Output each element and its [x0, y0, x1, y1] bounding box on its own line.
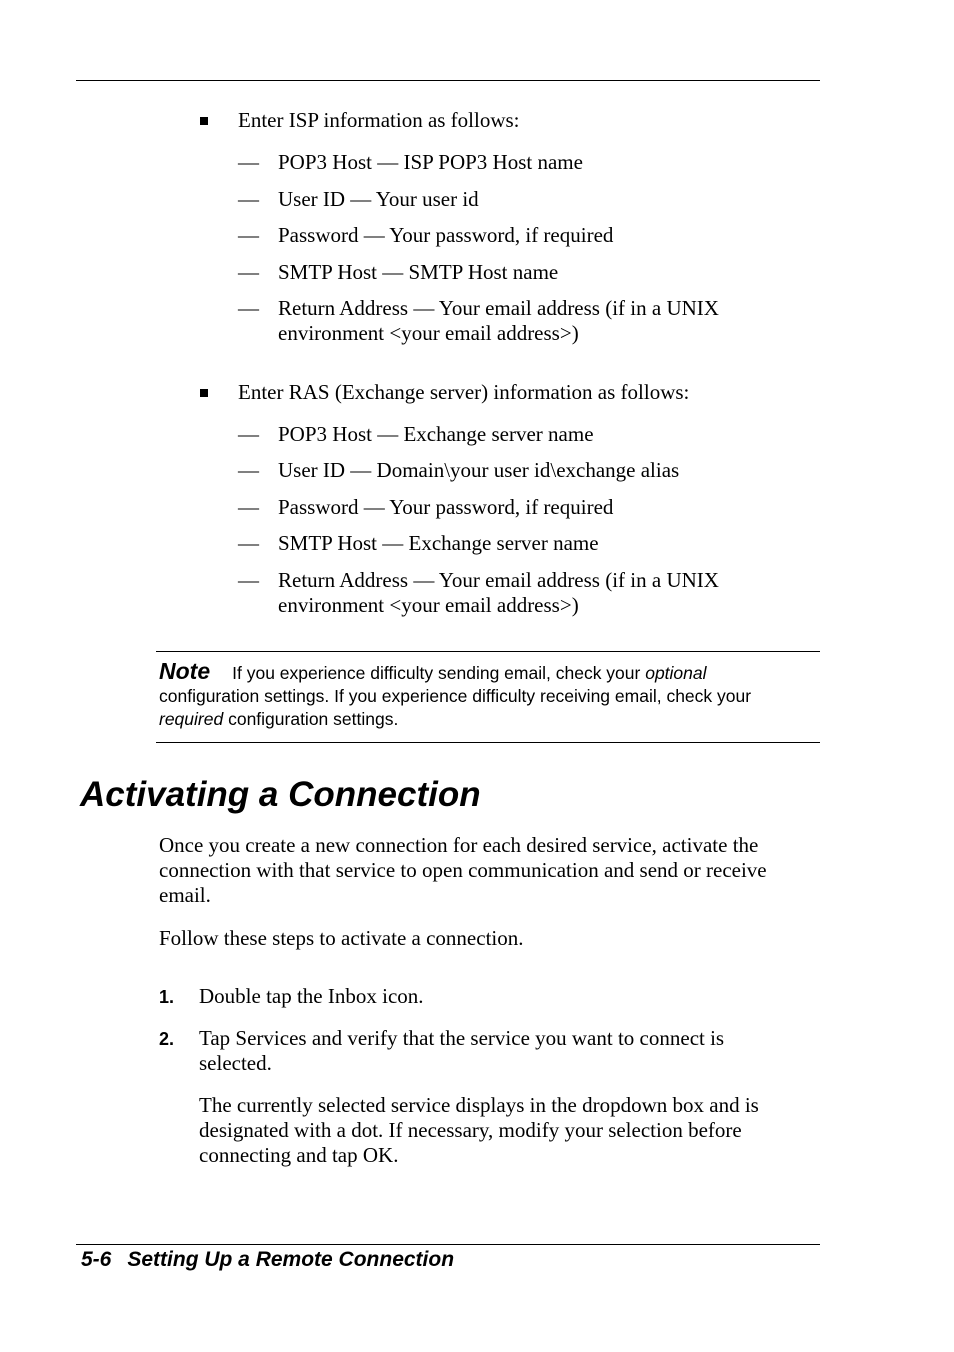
list-item-text: SMTP Host — SMTP Host name [278, 260, 559, 284]
list-item-text: User ID — Domain\your user id\exchange alias [278, 458, 680, 482]
em-dash-marker: — [238, 223, 259, 247]
note-text: configuration settings. If you experience difficulty receiving email, check your [159, 686, 752, 706]
note-top-rule [156, 651, 820, 652]
note-emphasis-optional: optional [645, 663, 707, 683]
em-dash-marker: — [238, 568, 259, 592]
square-bullet-icon [200, 117, 208, 125]
square-bullet-icon [200, 389, 208, 397]
ras-intro: Enter RAS (Exchange server) information as follows: [238, 380, 690, 404]
footer-rule [76, 1244, 820, 1245]
section-heading: Activating a Connection [80, 775, 481, 814]
em-dash-marker: — [238, 531, 259, 555]
step-text: Tap Services and verify that the service you want to connect is selected. [199, 1026, 725, 1075]
em-dash-marker: — [238, 296, 259, 320]
list-item-text: Return Address — Your email address (if in a UNIX environment <your email address>) [278, 568, 719, 617]
em-dash-marker: — [238, 422, 259, 446]
page-footer [81, 1247, 454, 1272]
isp-intro: Enter ISP information as follows: [238, 108, 520, 132]
step-text: Double tap the Inbox icon. [199, 984, 424, 1008]
note-text: If you experience difficulty sending email, check your [232, 663, 646, 683]
em-dash-marker: — [238, 495, 259, 519]
step-2-detail: The currently selected service displays in the dropdown box and is designated with a dot. If necessary, modify your selection before connecting and tap OK. [199, 1093, 759, 1167]
em-dash-marker: — [238, 150, 259, 174]
step-number: 1. [159, 987, 175, 1007]
note-label: Note [159, 658, 211, 684]
steps-lead-paragraph: Follow these steps to activate a connection. [159, 926, 524, 950]
em-dash-marker: — [238, 458, 259, 482]
note-bottom-rule [156, 742, 820, 743]
list-item-text: Return Address — Your email address (if in a UNIX environment <your email address>) [278, 296, 719, 345]
list-item-text: Password — Your password, if required [278, 495, 614, 519]
list-item-text: User ID — Your user id [278, 187, 479, 211]
list-item-text: SMTP Host — Exchange server name [278, 531, 599, 555]
page-number: 5-6 [81, 1248, 112, 1271]
intro-paragraph: Once you create a new connection for each desired service, activate the connection with that service to open communication and send or receive email. [159, 833, 767, 907]
list-item-text: POP3 Host — Exchange server name [278, 422, 594, 446]
em-dash-marker: — [238, 260, 259, 284]
em-dash-marker: — [238, 187, 259, 211]
header-rule [76, 80, 820, 81]
list-item-text: Password — Your password, if required [278, 223, 614, 247]
note-emphasis-required: required [159, 709, 224, 729]
note-text: configuration settings. [223, 709, 399, 729]
list-item-text: POP3 Host — ISP POP3 Host name [278, 150, 583, 174]
note-box [159, 660, 799, 731]
chapter-title: Setting Up a Remote Connection [127, 1248, 455, 1271]
step-number: 2. [159, 1029, 175, 1049]
